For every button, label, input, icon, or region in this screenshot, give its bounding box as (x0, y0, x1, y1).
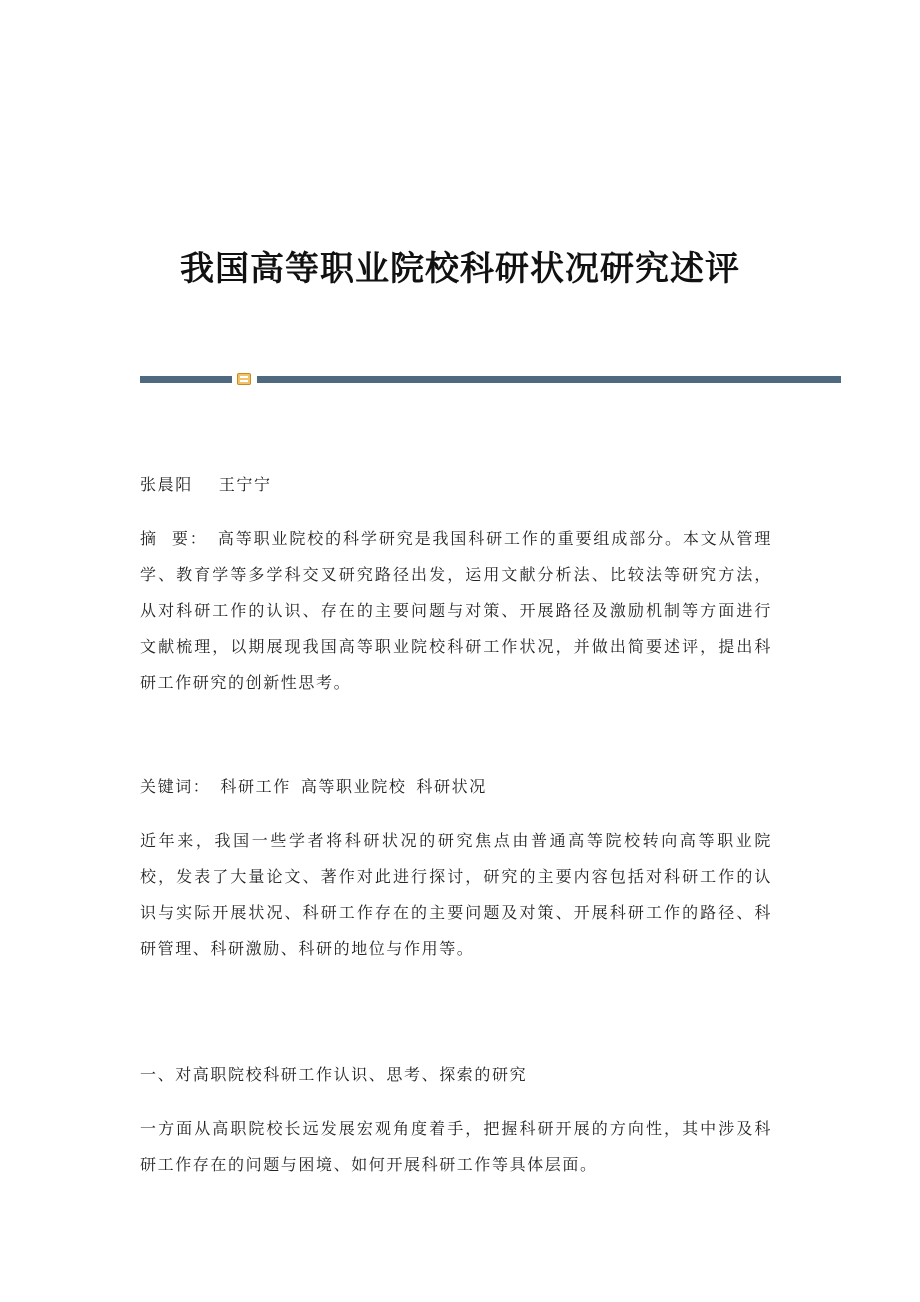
keyword: 科研工作 (220, 777, 291, 796)
body-paragraph: 近年来，我国一些学者将科研状况的研究焦点由普通高等院校转向高等职业院校，发表了大量论文、著作对此进行探讨，研究的主要内容包括对科研工作的认识与实际开展状况、科研工作存在的主要问题及对策、开展科研工作的路径、科研管理、科研激励、科研的地位与作用等。 (140, 831, 772, 958)
keyword: 高等职业院校 (300, 777, 407, 796)
keyword: 科研状况 (416, 777, 487, 796)
document-title: 我国高等职业院校科研状况研究述评 (180, 248, 740, 289)
body-paragraph: 一方面从高职院校长远发展宏观角度着手，把握科研开展的方向性，其中涉及科研工作存在的问题与困境、如何开展科研工作等具体层面。 (140, 1119, 772, 1174)
divider-emblem-icon (237, 373, 251, 385)
author-line (140, 467, 772, 503)
author-name: 张晨阳 (140, 475, 193, 494)
abstract-label: 摘 要： (140, 529, 208, 548)
divider-bar-right (257, 376, 841, 383)
keywords (140, 769, 772, 805)
divider-bar-left (140, 376, 232, 383)
keywords-label: 关键词： (140, 777, 211, 796)
abstract (140, 521, 772, 701)
title-divider (140, 373, 841, 385)
abstract-text: 高等职业院校的科学研究是我国科研工作的重要组成部分。本文从管理学、教育学等多学科交叉研究路径出发，运用文献分析法、比较法等研究方法，从对科研工作的认识、存在的主要问题与对策、开展路径及激励机制等方面进行文献梳理，以期展现我国高等职业院校科研工作状况，并做出简要述评，提出科研工作研究的创新性思考。 (140, 529, 772, 692)
section-heading: 一、对高职院校科研工作认识、思考、探索的研究 (140, 1065, 528, 1084)
author-name: 王宁宁 (218, 475, 272, 494)
